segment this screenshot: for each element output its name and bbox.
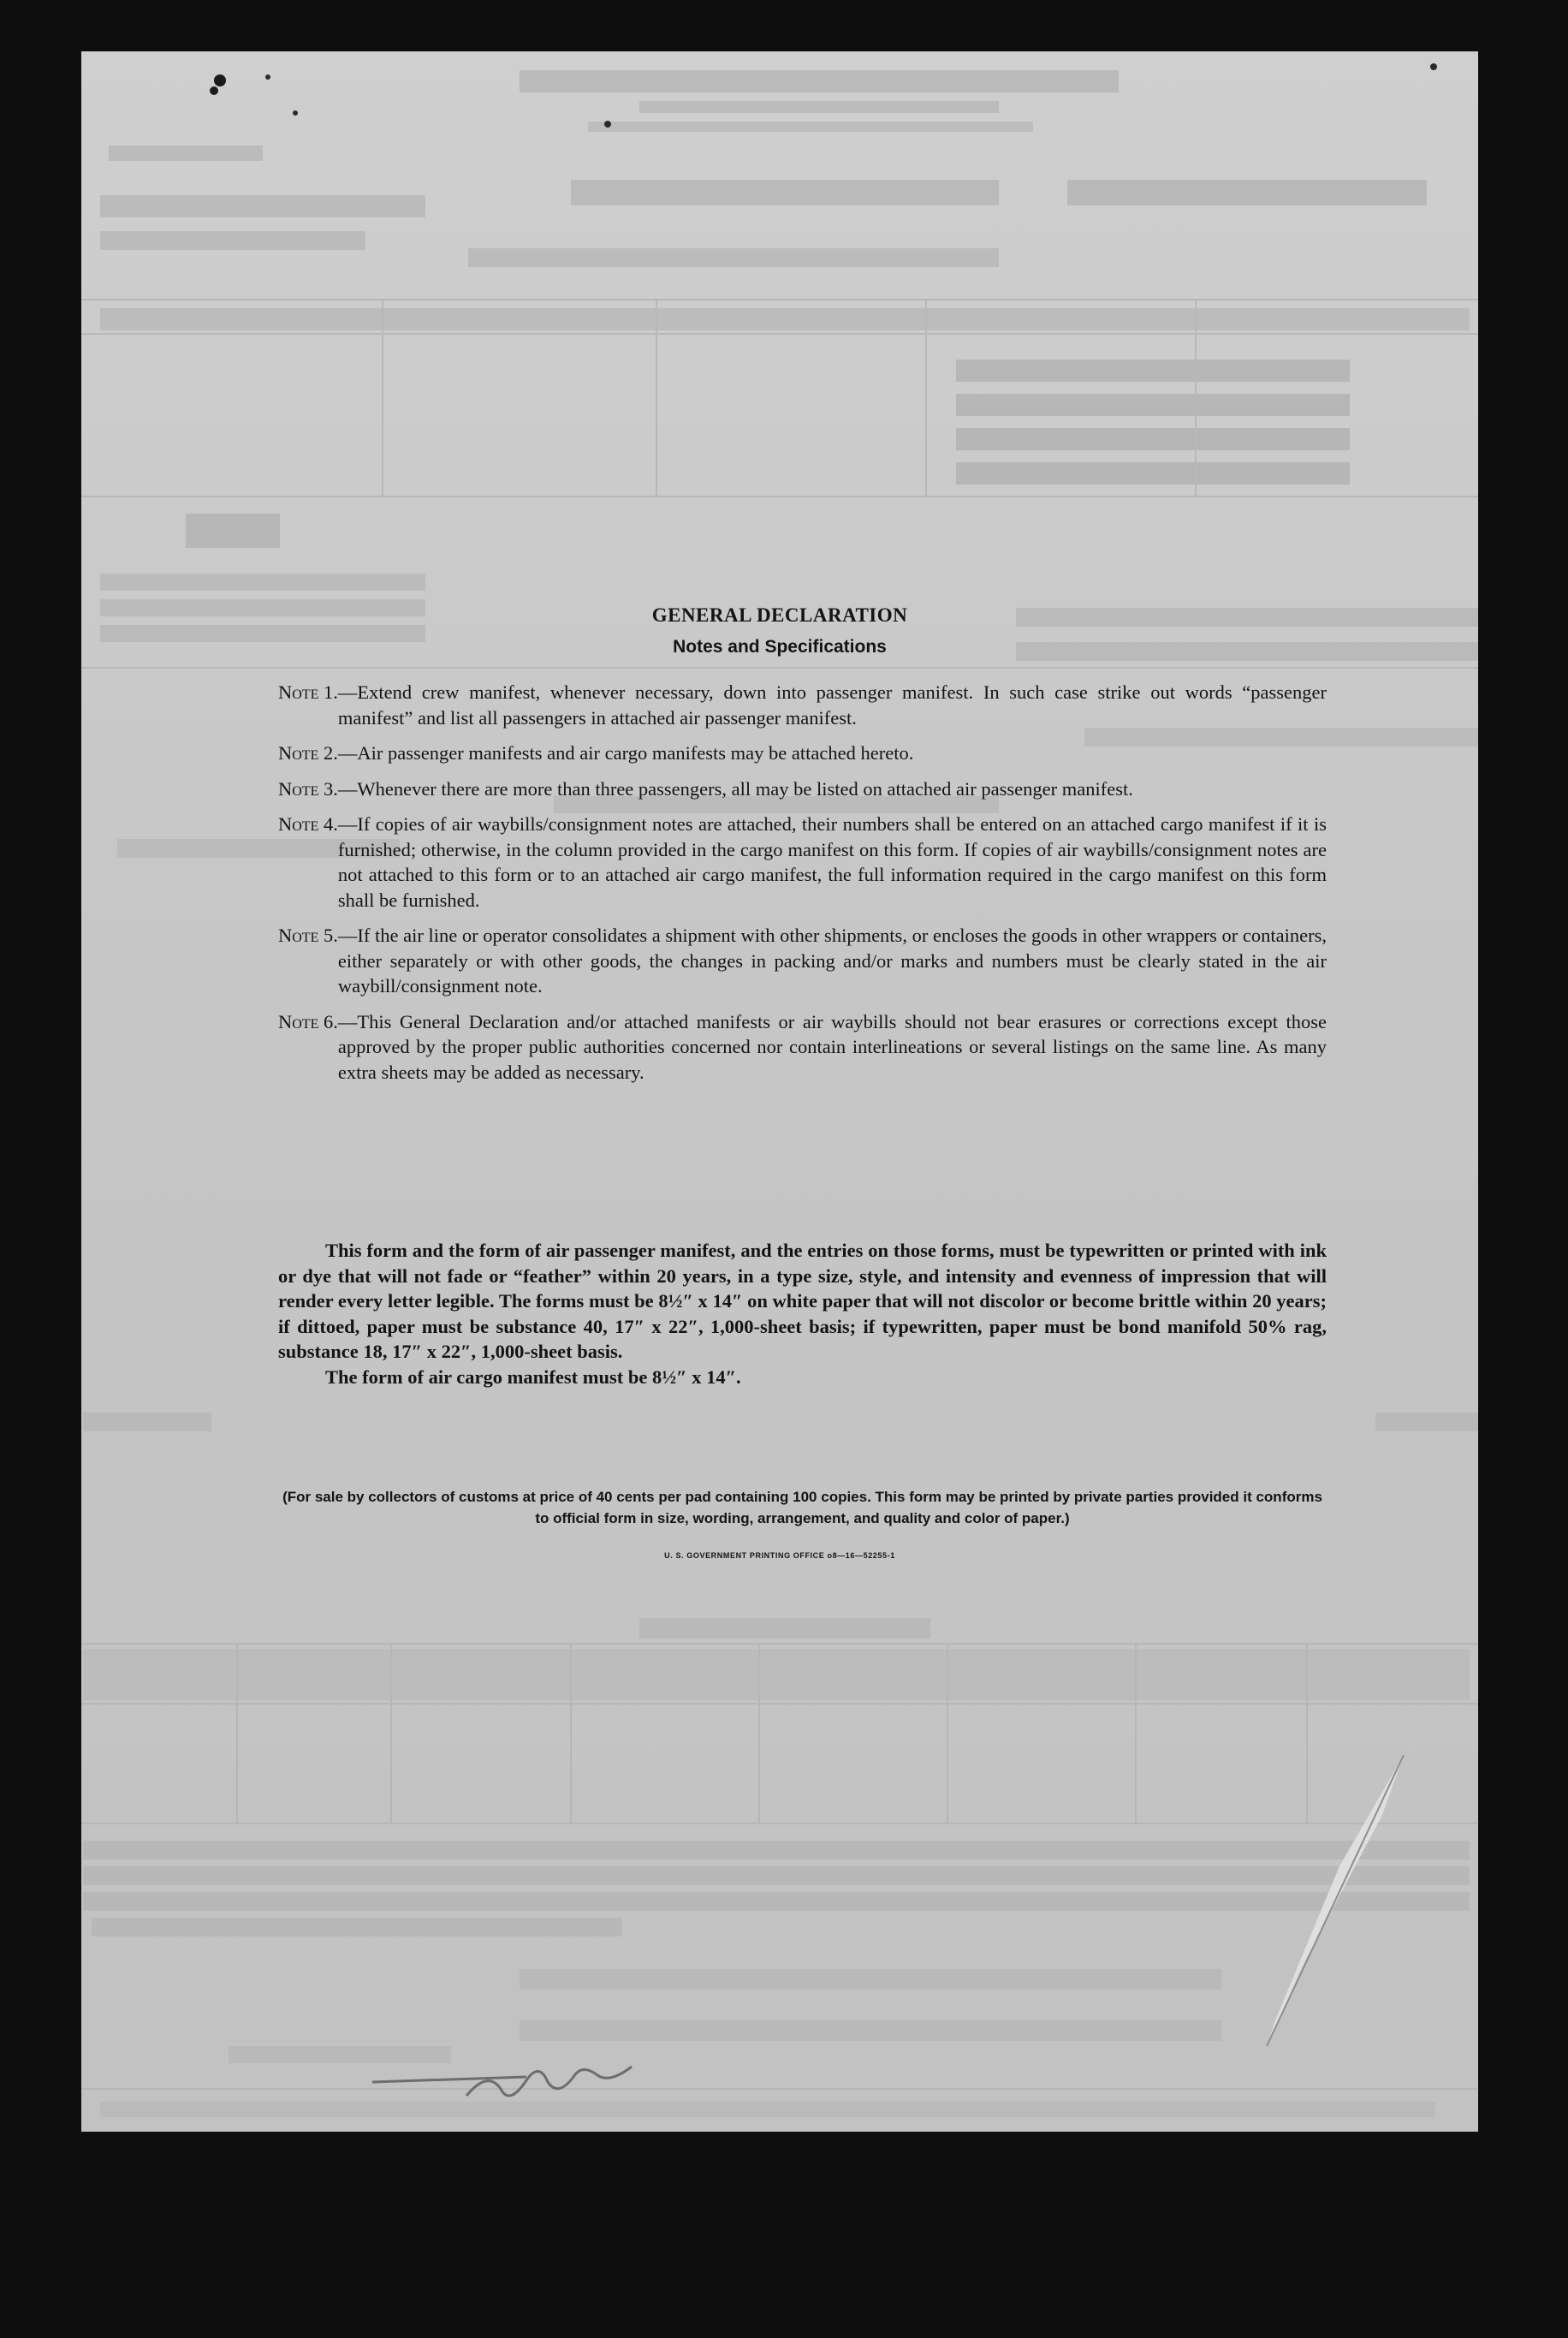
note-text: —Extend crew manifest, whenever necessary, down into passenger manifest. In such case strike out words “passenger manifest” and list all passengers in attached air passenger manifest. (337, 681, 1327, 729)
note-label-number: 5. (318, 925, 338, 946)
document-content (81, 51, 1478, 2132)
note-label (278, 776, 338, 802)
note-label-prefix: Note (278, 742, 319, 764)
note-item (278, 923, 1327, 999)
note-item (278, 1009, 1327, 1086)
note-label-prefix: Note (278, 813, 319, 835)
note-label-number: 2. (318, 742, 338, 764)
note-text: —If the air line or operator consolidates a shipment with other shipments, or encloses the goods in other wrappers or containers, either separately or with other goods, the changes in packing and/or marks and numbers must be clearly stated in the air waybill/consignment note. (337, 925, 1327, 996)
sale-notice: (For sale by collectors of customs at price of 40 cents per pad containing 100 copies. This form may be printed by private parties provided it conforms to official form in size, wording, arrangement, and quality and color of paper.) (282, 1489, 1322, 1526)
note-label-prefix: Note (278, 925, 319, 946)
note-label-number: 3. (318, 777, 338, 800)
note-item (278, 812, 1327, 913)
note-label-number: 4. (318, 813, 338, 835)
printer-line: U. S. GOVERNMENT PRINTING OFFICE o8—16—52255-1 (664, 1551, 895, 1560)
note-text: —Whenever there are more than three passengers, all may be listed on attached air passenger manifest. (337, 777, 1133, 800)
note-label-number: 6. (318, 1010, 338, 1032)
note-label-prefix: Note (278, 681, 319, 703)
specification-paragraph: This form and the form of air passenger manifest, and the entries on those forms, must be typewritten or printed with ink or dye that will not fade or “feather” within 20 years, in a type size, style, and intensity and evenness of impression that will render every letter legible. The forms must be 8½″ x 14″ on white paper that will not discolor or become brittle within 20 years; if dittoed, paper must be substance 40, 17″ x 22″, 1,000-sheet basis; if typewritten, paper must be bond manifold 50% rag, substance 18, 17″ x 22″, 1,000-sheet basis. (278, 1240, 1327, 1362)
specification-section (278, 1238, 1327, 1389)
note-label-number: 1. (318, 681, 338, 703)
document-title: GENERAL DECLARATION (651, 604, 908, 626)
note-label (278, 923, 338, 999)
cargo-manifest-size: The form of air cargo manifest must be 8½″ x 14″. (325, 1365, 741, 1388)
note-label (278, 680, 338, 730)
note-label-prefix: Note (278, 1010, 319, 1032)
note-text: —Air passenger manifests and air cargo manifests may be attached hereto. (337, 742, 914, 764)
note-item (278, 776, 1327, 802)
note-label (278, 741, 338, 766)
note-text: —If copies of air waybills/consignment notes are attached, their numbers shall be entered on an attached cargo manifest if it is furnished; otherwise, in the column provided in the cargo manifest on this form. If copies of air waybills/consignment notes are not attached to this form or to an attached air cargo manifest, the full information required in the cargo manifest on this form shall be furnished. (337, 813, 1327, 911)
note-item (278, 680, 1327, 730)
note-label-prefix: Note (278, 777, 319, 800)
note-label (278, 1009, 338, 1086)
note-text: —This General Declaration and/or attached manifests or air waybills should not bear erasures or corrections except those approved by the proper public authorities concerned nor contain interlineations or several listings on the same line. As many extra sheets may be added as necessary. (337, 1010, 1327, 1083)
document-subtitle: Notes and Specifications (673, 637, 887, 657)
notes-list (278, 680, 1327, 1095)
note-item (278, 741, 1327, 766)
document-page (81, 51, 1478, 2132)
note-label (278, 812, 338, 913)
